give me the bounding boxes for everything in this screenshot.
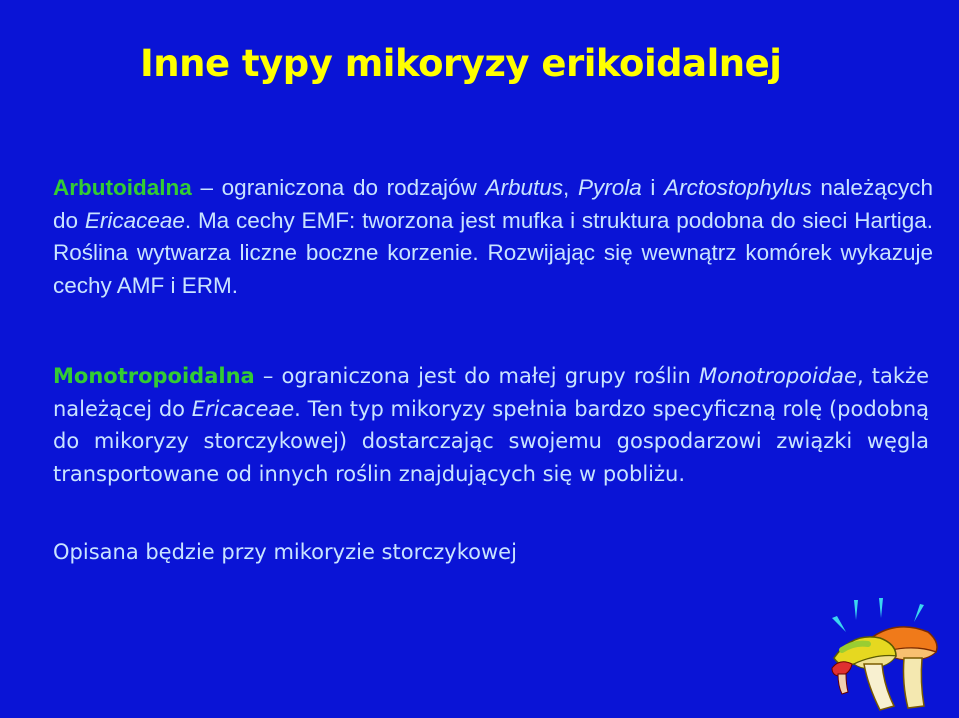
paragraph-monotropoid [53, 360, 929, 490]
slide-title: Inne typy mikoryzy erikoidalnej [140, 42, 782, 85]
text-span: i [641, 175, 665, 200]
text-span: należących do [53, 175, 933, 233]
text-span: , [562, 175, 578, 200]
paragraph-arbutoid [53, 172, 933, 302]
text-span: , także należącej do [53, 364, 930, 421]
paragraph-note: Opisana będzie przy mikoryzie storczykowej [53, 540, 517, 564]
text-span: . Ma cechy EMF: tworzona jest mufka i struktura podobna do sieci Hartiga. Roślina wytwarza liczne boczne korzenie. Rozwijając się wewnątrz komórek wykazuje cechy AMF i ERM. [53, 207, 933, 298]
family-ericaceae: Ericaceae [84, 207, 185, 233]
sparkle-icon [854, 600, 858, 620]
text-span: – ograniczona do rodzajów [191, 175, 486, 200]
genus-pyrola: Pyrola [577, 175, 642, 200]
sparkle-icon [879, 598, 883, 618]
mushroom-clipart-icon [824, 598, 944, 713]
term-monotropoidalna: Monotropoidalna [53, 364, 255, 388]
genus-arbutus: Arbutus [485, 175, 563, 200]
family-monotropoidae: Monotropoidae [698, 364, 857, 388]
text-span: . Ten typ mikoryzy spełnia bardzo specyficzną rolę (podobną do mikoryzy storczykowej) dostarczając swojemu gospodarzowi związki węgla transportowane od innych roślin znajdujących się w pobliżu. [53, 396, 930, 486]
family-ericaceae: Ericaceae [191, 396, 295, 421]
text-span: – ograniczona jest do małej grupy roślin [254, 364, 699, 388]
genus-arctostophylus: Arctostophylus [664, 175, 812, 200]
term-arbutoidalna: Arbutoidalna [53, 175, 192, 200]
sparkle-icon [832, 616, 846, 632]
sparkle-icon [914, 604, 924, 622]
